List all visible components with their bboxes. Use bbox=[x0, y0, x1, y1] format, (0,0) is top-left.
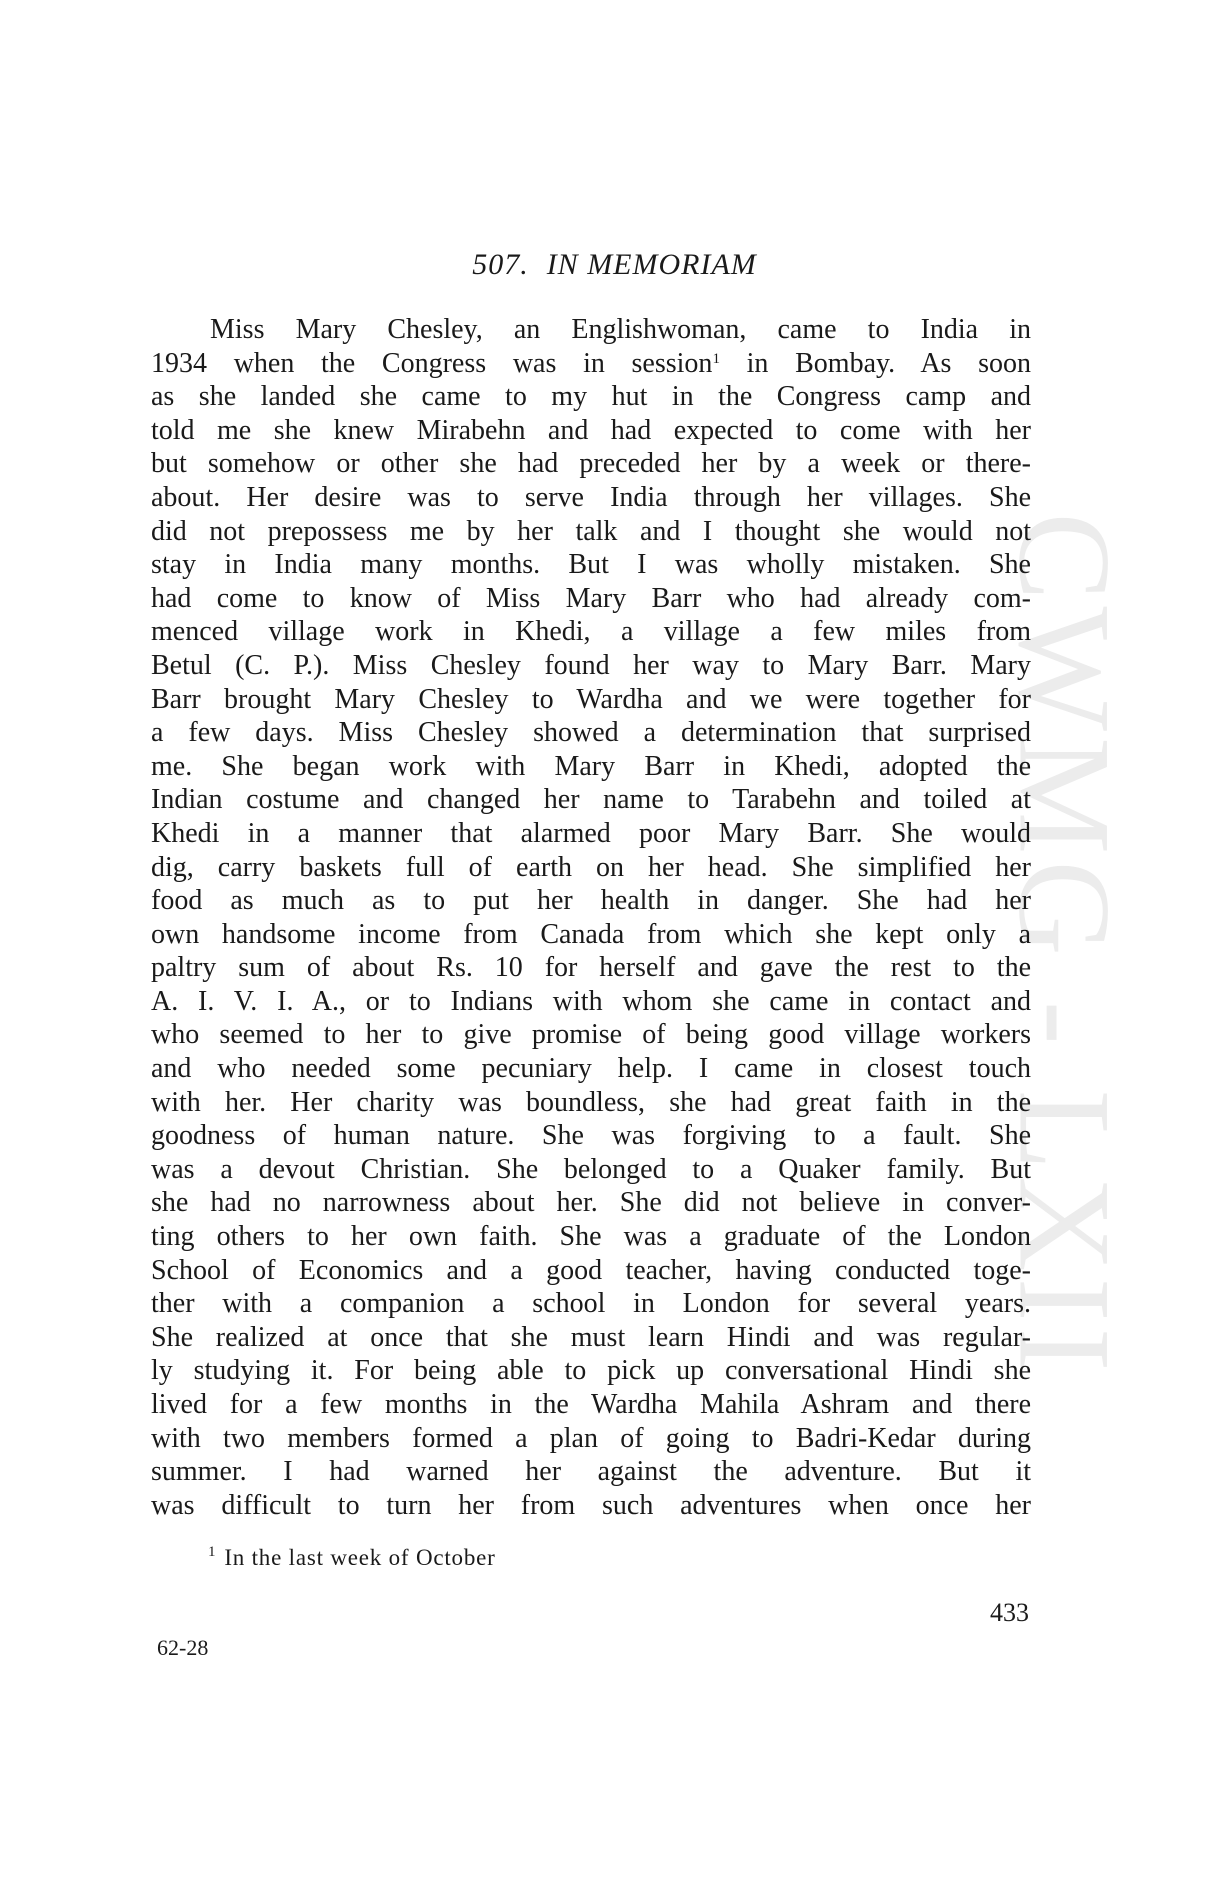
watermark-text: CWMG - LXII bbox=[991, 512, 1139, 1378]
body-line: School of Economics and a good teacher, having conducted toge- bbox=[151, 1254, 1031, 1286]
body-line: who seemed to her to give promise of being good village workers bbox=[151, 1019, 1031, 1051]
body-line: food as much as to put her health in danger. She had her bbox=[151, 885, 1031, 917]
article-heading: IN MEMORIAM bbox=[546, 248, 757, 281]
body-line: was difficult to turn her from such adventures when once her bbox=[151, 1489, 1031, 1521]
body-line: lived for a few months in the Wardha Mahila Ashram and there bbox=[151, 1389, 1031, 1420]
body-line: had come to know of Miss Mary Barr who had already com- bbox=[151, 582, 1031, 614]
body-line: was a devout Christian. She belonged to a Quaker family. But bbox=[151, 1153, 1031, 1185]
signature-mark: 62-28 bbox=[157, 1635, 209, 1660]
body-line: she had no narrowness about her. She did not believe in conver- bbox=[151, 1187, 1031, 1219]
body-line: about. Her desire was to serve India through her villages. She bbox=[151, 481, 1031, 513]
body-line: told me she knew Mirabehn and had expected to come with her bbox=[151, 414, 1031, 446]
article-body bbox=[151, 313, 1031, 1522]
body-line: and who needed some pecuniary help. I came in closest touch bbox=[151, 1053, 1031, 1085]
body-line: menced village work in Khedi, a village a few miles from bbox=[151, 616, 1031, 648]
body-line: Khedi in a manner that alarmed poor Mary Barr. She would bbox=[151, 817, 1031, 849]
article-title bbox=[0, 248, 1229, 282]
body-line: Miss Mary Chesley, an Englishwoman, came to India in bbox=[210, 314, 1031, 345]
page-number: 433 bbox=[990, 1598, 1029, 1627]
body-line: with two members formed a plan of going to Badri-Kedar during bbox=[151, 1422, 1031, 1454]
body-line: ly studying it. For being able to pick up conversational Hindi she bbox=[151, 1355, 1031, 1387]
footnote-marker: 1 bbox=[208, 1544, 217, 1560]
article-number: 507. bbox=[472, 248, 529, 281]
body-line: paltry sum of about Rs. 10 for herself and gave the rest to the bbox=[151, 952, 1031, 984]
body-line: with her. Her charity was boundless, she had great faith in the bbox=[151, 1086, 1031, 1118]
body-line: She realized at once that she must learn Hindi and was regular- bbox=[151, 1321, 1031, 1353]
body-line: a few days. Miss Chesley showed a determination that surprised bbox=[151, 717, 1031, 749]
body-line: dig, carry baskets full of earth on her head. She simplified her bbox=[151, 851, 1031, 883]
body-line: A. I. V. I. A., or to Indians with whom she came in contact and bbox=[151, 985, 1031, 1017]
body-line: goodness of human nature. She was forgiving to a fault. She bbox=[151, 1120, 1031, 1152]
footnote-reference[interactable]: 1 bbox=[712, 350, 720, 367]
body-line: Indian costume and changed her name to Tarabehn and toiled at bbox=[151, 784, 1031, 816]
footnote-text: In the last week of October bbox=[224, 1545, 496, 1570]
body-line: Betul (C. P.). Miss Chesley found her way to Mary Barr. Mary bbox=[151, 649, 1031, 681]
body-line: did not prepossess me by her talk and I thought she would not bbox=[151, 515, 1031, 547]
body-line: summer. I had warned her against the adventure. But it bbox=[151, 1456, 1031, 1488]
body-line: ting others to her own faith. She was a graduate of the London bbox=[151, 1221, 1031, 1253]
body-line: ther with a companion a school in London for several years. bbox=[151, 1288, 1031, 1320]
body-line: Barr brought Mary Chesley to Wardha and we were together for bbox=[151, 683, 1031, 715]
footnote bbox=[208, 1545, 496, 1571]
body-line: as she landed she came to my hut in the Congress camp and bbox=[151, 381, 1031, 413]
body-line: me. She began work with Mary Barr in Khedi, adopted the bbox=[151, 750, 1031, 782]
body-line: but somehow or other she had preceded her by a week or there- bbox=[151, 448, 1031, 480]
body-line: stay in India many months. But I was wholly mistaken. She bbox=[151, 549, 1031, 581]
body-line: own handsome income from Canada from which she kept only a bbox=[151, 918, 1031, 950]
body-line: 1934 when the Congress was in session$^1$ in Bombay. As soon bbox=[151, 347, 1032, 379]
